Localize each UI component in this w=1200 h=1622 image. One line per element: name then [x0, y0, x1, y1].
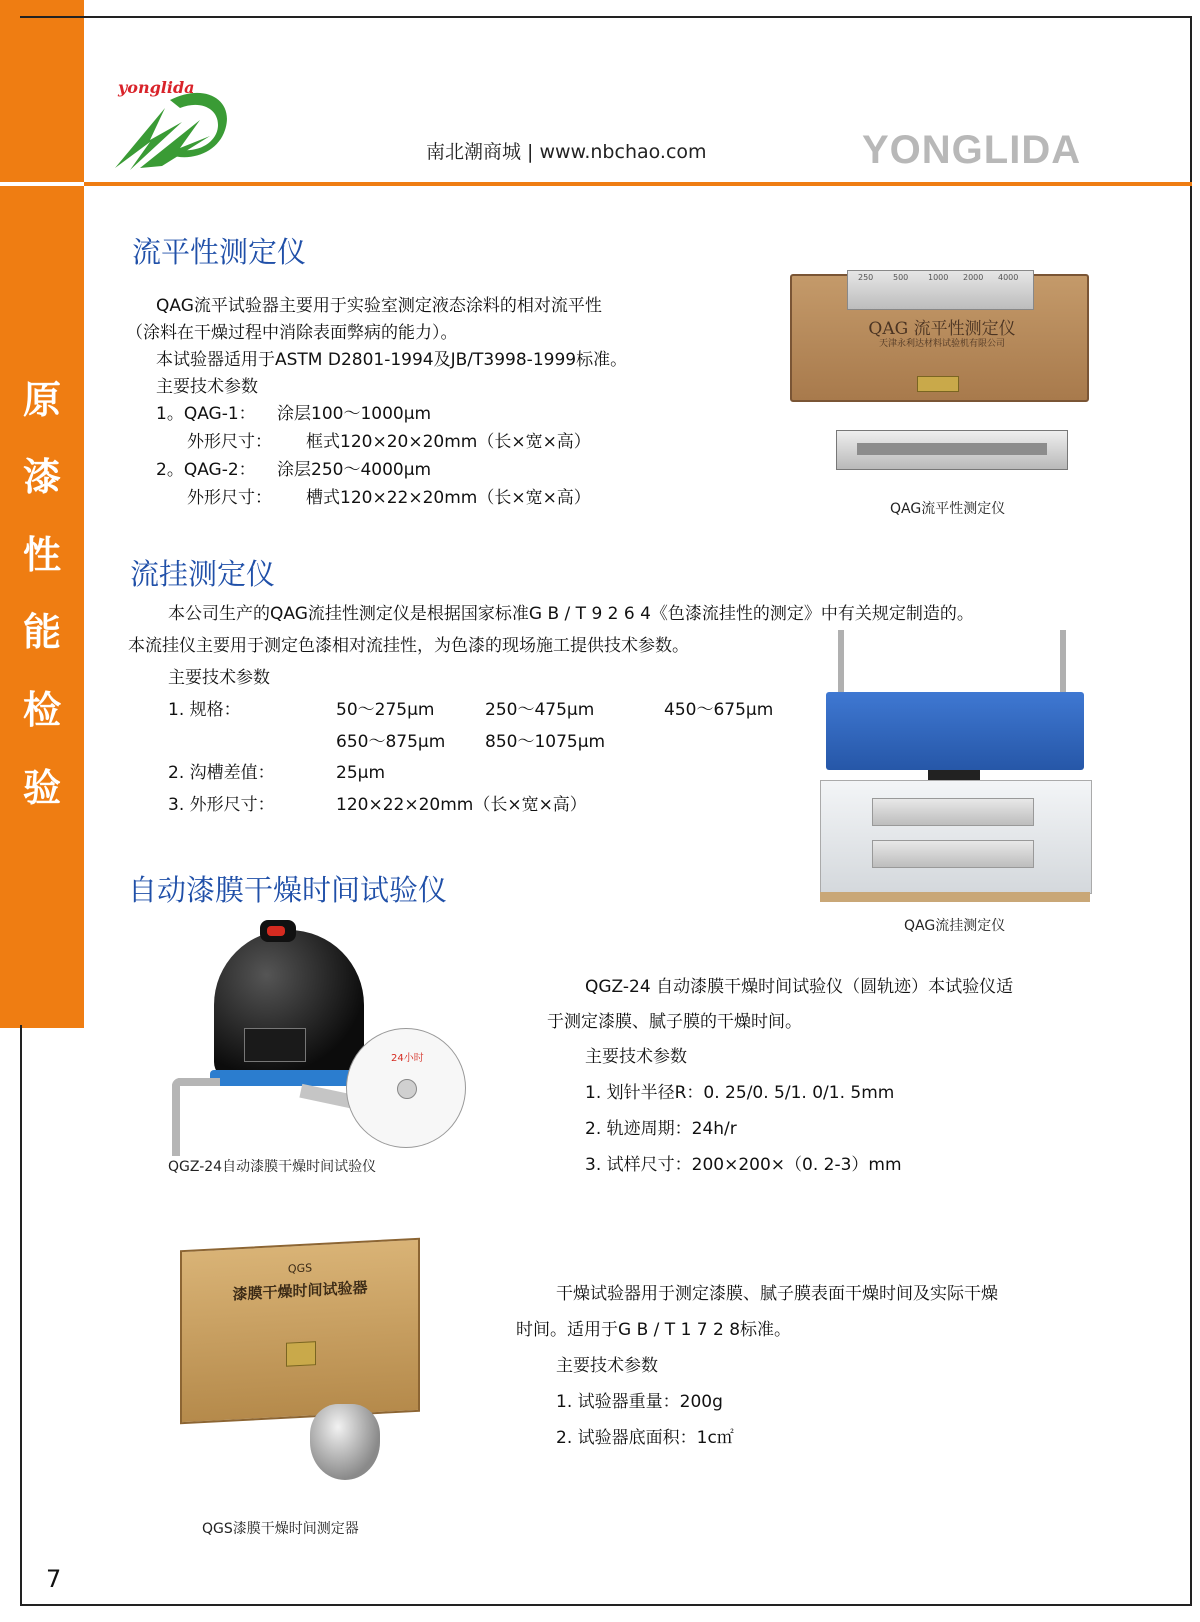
section1-params-title: 主要技术参数: [156, 377, 258, 397]
section1-item1-value: 涂层100～1000μm: [277, 404, 432, 424]
section1-item1-dim-value: 框式120×20×20mm（长×宽×高）: [306, 432, 591, 452]
sag-applicator-1: [872, 798, 1034, 826]
frame-top-line: [20, 16, 1192, 18]
section3-param-2: 2. 轨迹周期：24h/r: [585, 1119, 737, 1139]
box-label: QAG 流平性测定仪: [868, 319, 1016, 339]
section1-item1-dim-label: 外形尺寸：: [187, 432, 272, 452]
qgs-latch-icon: [286, 1341, 316, 1367]
section2-intro1: 本公司生产的QAG流挂性测定仪是根据国家标准G B / T 9 2 6 4《色漆流挂性的测定》中有关规定制造的。: [168, 604, 974, 624]
section2-spec-label: 1. 规格：: [168, 700, 241, 720]
section2-dim-value: 120×22×20mm（长×宽×高）: [336, 795, 587, 815]
section3-image-caption: QGZ-24自动漆膜干燥时间试验仪: [168, 1159, 377, 1175]
section1-standard: 本试验器适用于ASTM D2801-1994及JB/T3998-1999标准。: [156, 350, 628, 370]
scale-label-1000: 1000: [928, 273, 949, 282]
tester-leg: [172, 1078, 220, 1156]
side-char-3: 性: [22, 532, 61, 577]
side-bar: [0, 0, 84, 1028]
dial-center-icon: [397, 1079, 417, 1099]
page-number: 7: [46, 1565, 62, 1593]
spec-value-5: 850～1075μm: [485, 732, 606, 752]
sag-post-right: [1060, 630, 1066, 700]
qgs-box-label: 漆膜干燥时间试验器: [232, 1278, 368, 1304]
section2-dim-label: 3. 外形尺寸：: [168, 795, 275, 815]
side-char-5: 检: [22, 687, 61, 732]
qgs-wooden-box: [180, 1238, 420, 1425]
section2-image-caption: QAG流挂测定仪: [904, 918, 1006, 934]
section3-param-1: 1. 划针半径R：0. 25/0. 5/1. 0/1. 5mm: [585, 1083, 895, 1103]
dial-label: 24小时: [391, 1053, 424, 1064]
sag-tester-image: [820, 630, 1090, 905]
frame-left-line: [20, 1025, 22, 1606]
tester-blue-ring: [210, 1070, 368, 1086]
spec-value-2: 250～475μm: [485, 700, 595, 720]
section2-groove-label: 2. 沟槽差值：: [168, 763, 275, 783]
side-char-4: 能: [22, 609, 61, 654]
box-company: 天津永利达材料试验机有限公司: [878, 339, 1005, 349]
spec-value-3: 450～675μm: [664, 700, 774, 720]
box-latch-icon: [917, 376, 959, 392]
spec-value-1: 50～275μm: [336, 700, 435, 720]
section2-params-title: 主要技术参数: [168, 668, 270, 688]
qgs-box-image: [180, 1244, 420, 1474]
side-char-1: 原: [22, 377, 61, 422]
power-switch-icon: [267, 926, 285, 936]
section1-title: 流平性测定仪: [132, 235, 307, 269]
applicator-groove: [857, 443, 1047, 455]
brand-name: YONGLIDA: [862, 128, 1082, 172]
scale-label-4000: 4000: [998, 273, 1019, 282]
qgs-weight-cylinder: [310, 1404, 380, 1480]
section1-item1-label: 1。QAG-1：: [156, 404, 256, 424]
section1-item2-value: 涂层250～4000μm: [277, 460, 432, 480]
side-char-2: 漆: [22, 454, 61, 499]
section4-intro1: 干燥试验器用于测定漆膜、腻子膜表面干燥时间及实际干燥: [556, 1284, 998, 1304]
section2-groove-value: 25μm: [336, 763, 386, 783]
section4-image-caption: QGS漆膜干燥时间测定器: [202, 1521, 359, 1537]
leveling-applicator-image: [836, 430, 1068, 470]
drying-tester-image: [160, 920, 470, 1150]
sag-blue-panel: [826, 692, 1084, 770]
section1-intro1: QAG流平试验器主要用于实验室测定液态涂料的相对流平性: [156, 296, 602, 316]
site-link[interactable]: 南北潮商城 | www.nbchao.com: [426, 141, 707, 163]
leveling-scale-bar: [847, 270, 1034, 310]
frame-right-line: [1190, 16, 1192, 1606]
section3-intro1: QGZ-24 自动漆膜干燥时间试验仪（圆轨迹）本试验仪适: [585, 977, 1014, 997]
scale-label-500: 500: [893, 273, 909, 282]
header-divider: [84, 182, 1192, 186]
section1-item2-label: 2。QAG-2：: [156, 460, 256, 480]
scale-label-2000: 2000: [963, 273, 984, 282]
frame-bottom-line: [20, 1604, 1192, 1606]
section2-intro2: 本流挂仪主要用于测定色漆相对流挂性，为色漆的现场施工提供技术参数。: [128, 636, 689, 656]
qgs-box-top-label: QGS: [287, 1261, 313, 1276]
section4-params-title: 主要技术参数: [556, 1356, 658, 1376]
section4-param-1: 1. 试验器重量：200g: [556, 1392, 723, 1412]
spec-value-4: 650～875μm: [336, 732, 446, 752]
section3-params-title: 主要技术参数: [585, 1047, 687, 1067]
sag-post-left: [838, 630, 844, 700]
sag-base: [820, 892, 1090, 902]
section1-item2-dim-value: 槽式120×22×20mm（长×宽×高）: [306, 488, 591, 508]
side-char-6: 验: [22, 765, 61, 810]
section1-image-caption: QAG流平性测定仪: [890, 501, 1006, 517]
time-dial: [346, 1028, 466, 1148]
logo-icon: [110, 80, 240, 172]
scale-label-250: 250: [858, 273, 874, 282]
tester-label-plate: [244, 1028, 306, 1062]
section3-title: 自动漆膜干燥时间试验仪: [128, 873, 448, 907]
qag-leveling-box-image: [790, 274, 1089, 402]
section4-param-2: 2. 试验器底面积：1c㎡: [556, 1428, 734, 1448]
header-divider-gap: [0, 182, 84, 186]
section3-intro2: 于测定漆膜、腻子膜的干燥时间。: [547, 1012, 802, 1032]
logo-text: yonglida: [118, 78, 195, 97]
section4-intro2: 时间。适用于G B / T 1 7 2 8标准。: [516, 1320, 792, 1340]
section2-title: 流挂测定仪: [130, 557, 276, 591]
section1-intro2: （涂料在干燥过程中消除表面弊病的能力）。: [126, 323, 458, 343]
sag-applicator-2: [872, 840, 1034, 868]
section1-item2-dim-label: 外形尺寸：: [187, 488, 272, 508]
section3-param-3: 3. 试样尺寸：200×200×（0. 2-3）mm: [585, 1155, 902, 1175]
